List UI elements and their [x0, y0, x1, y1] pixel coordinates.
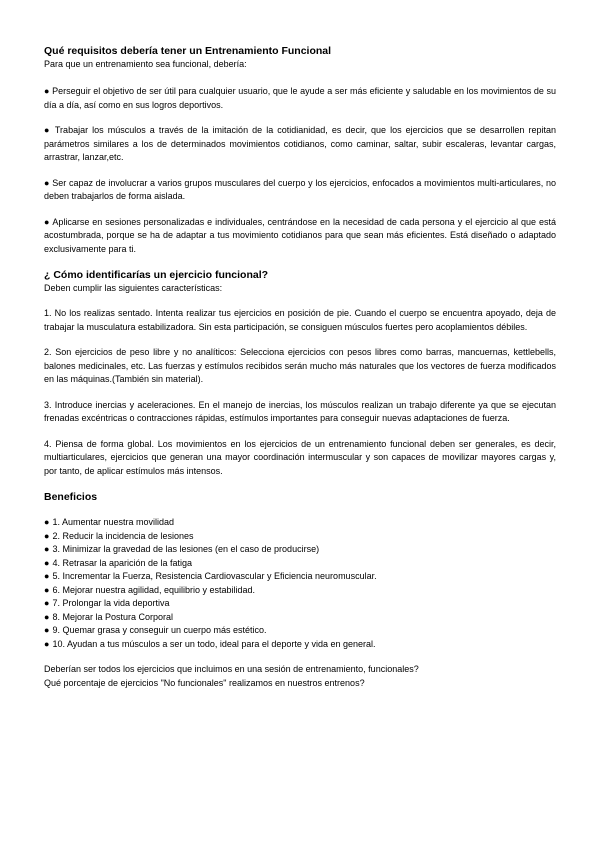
characteristic-paragraph: 2. Son ejercicios de peso libre y no analíticos: Selecciona ejercicios con pesos libres como barras, mancuernas, kettlebells, balones medicinales, etc. Las fuerzas y estímulos recibidos serán mucho más naturales que los vectores de fuerza modificados en las máquinas.(También sin material). — [44, 347, 556, 384]
requirement-paragraph: ● Ser capaz de involucrar a varios grupos musculares del cuerpo y los ejercicios, enfocados a movimientos multi-articulares, no deben trabajarlos de forma aislada. — [44, 177, 556, 201]
bullet-icon: ● — [44, 638, 50, 649]
page-subtitle: Para que un entrenamiento sea funcional, debería: — [44, 59, 247, 69]
closing-question: Deberían ser todos los ejercicios que incluimos en una sesión de entrenamiento, funcionales? — [44, 664, 419, 674]
bullet-icon: ● — [44, 544, 50, 554]
benefit-item: ● 1. Aumentar nuestra movilidad — [44, 517, 175, 527]
benefit-item: ● 10. Ayudan a tus músculos a ser un todo, ideal para el deporte y vida en general. — [44, 638, 376, 649]
benefit-item: ● 9. Quemar grasa y conseguir un cuerpo más estético. — [44, 625, 267, 635]
benefit-item: ● 3. Minimizar la gravedad de las lesiones (en el caso de producirse) — [44, 544, 320, 554]
characteristic-paragraph: 4. Piensa de forma global. Los movimientos en los ejercicios de un entrenamiento funcional deben ser generales, es decir, multiarticulares, ejercicios que generan una mayor coordinación intermuscular y son capaces de movilizar mayores cargas y, por tanto, de aplicar estímulos más intensos. — [44, 438, 556, 476]
requirement-paragraph: ● Trabajar los músculos a través de la imitación de la cotidianidad, es decir, que los ejercicios que se desarrollen repitan parámetros similares a los de determinados movimientos cotidianos, como caminar, saltar, subir escaleras, levantar cargas, arrastrar, lanzar,etc. — [44, 125, 556, 162]
benefit-item: ● 5. Incrementar la Fuerza, Resistencia Cardiovascular y Eficiencia neuromuscular. — [44, 571, 377, 581]
bullet-icon: ● — [44, 557, 50, 568]
characteristic-paragraph: 1. No los realizas sentado. Intenta realizar tus ejercicios en posición de pie. Cuando el cuerpo se encuentra apoyado, deja de trabajar la musculatura estabilizadora. Sin esta participación, se consiguen músculos fuertes pero acoplamientos débiles. — [44, 308, 556, 332]
bullet-icon: ● — [44, 517, 50, 527]
bullet-icon: ● — [44, 598, 50, 608]
identify-intro: Deben cumplir las siguientes características: — [44, 283, 223, 293]
bullet-icon: ● — [44, 571, 50, 581]
benefit-item: ● 2. Reducir la incidencia de lesiones — [44, 530, 194, 541]
characteristic-paragraph: 3. Introduce inercias y aceleraciones. En el manejo de inercias, los músculos realizan un trabajo diferente ya que se ejecutan frenadas excéntricas o contracciones rápidas, estímulos importantes para conseguir nuevas adaptaciones de fuerza. — [44, 399, 556, 423]
bullet-icon: ● — [44, 611, 50, 622]
benefits-heading: Beneficios — [44, 491, 98, 503]
requirement-paragraph: ● Aplicarse en sesiones personalizadas e individuales, centrándose en la necesidad de cada persona y el ejercicio al que está acostumbrada, porque se ha de adaptar a tus movimiento cotidianos para que sean más eficientes. Está diseñado o adaptado exclusivamente para ti. — [44, 216, 556, 254]
bullet-icon: ● — [44, 584, 50, 595]
closing-question: Qué porcentaje de ejercicios "No funcionales" realizamos en nuestros entrenos? — [44, 677, 365, 688]
bullet-icon: ● — [44, 530, 50, 541]
benefit-item: ● 6. Mejorar nuestra agilidad, equilibrio y estabilidad. — [44, 584, 256, 595]
benefits-list — [44, 516, 556, 651]
benefit-item: ● 7. Prolongar la vida deportiva — [44, 598, 170, 608]
page-title: Qué requisitos debería tener un Entrenamiento Funcional — [44, 45, 332, 57]
benefit-item: ● 8. Mejorar la Postura Corporal — [44, 611, 173, 622]
benefit-item: ● 4. Retrasar la aparición de la fatiga — [44, 557, 193, 568]
identify-heading: ¿ Cómo identificarías un ejercicio funcional? — [44, 269, 269, 281]
requirement-paragraph: ● Perseguir el objetivo de ser útil para cualquier usuario, que le ayude a ser más eficiente y saludable en los movimientos de su día a día, así como en sus logros deportivos. — [44, 86, 556, 110]
bullet-icon: ● — [44, 625, 50, 635]
